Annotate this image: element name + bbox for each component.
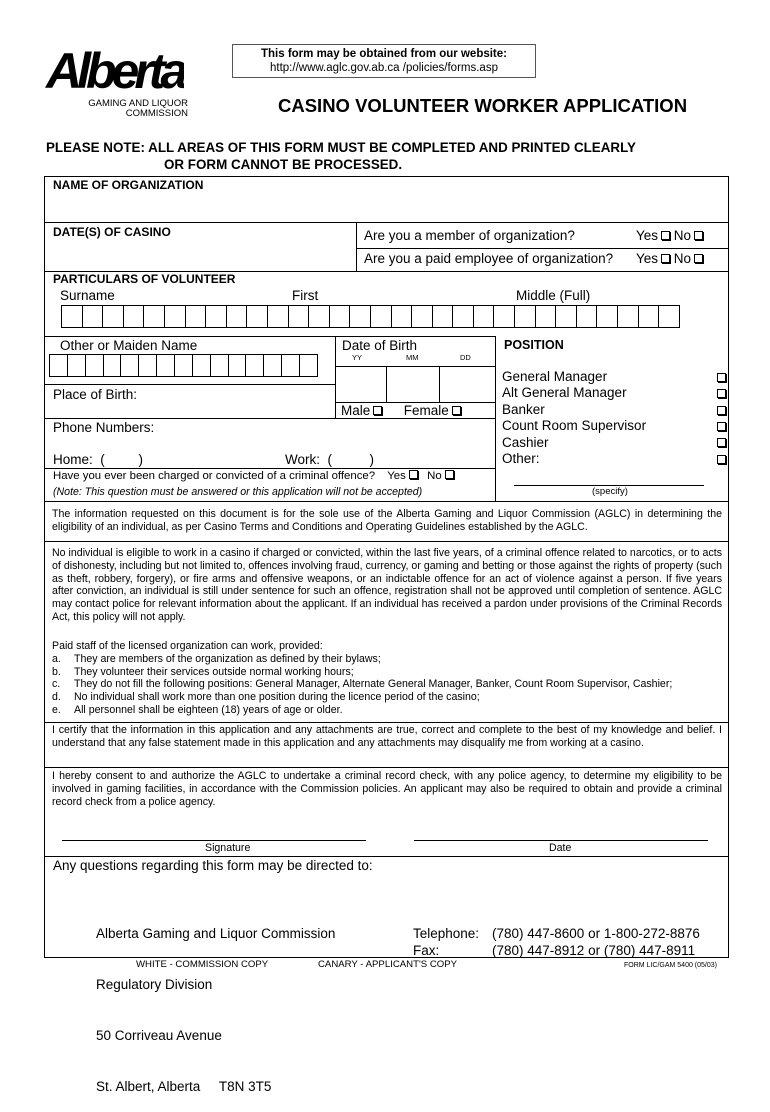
- fax-label: Fax:: [413, 943, 440, 958]
- list-marker: a.: [52, 652, 61, 665]
- letter-box[interactable]: [267, 305, 289, 328]
- employee-yes-checkbox[interactable]: [661, 254, 670, 263]
- letter-box[interactable]: [329, 305, 351, 328]
- letter-box[interactable]: [205, 305, 227, 328]
- logo-subtitle: [62, 99, 188, 119]
- paid-staff-intro: Paid staff of the licensed organization can work, provided:: [52, 640, 323, 652]
- list-text: No individual shall work more than one position during the licence period of the casino;: [74, 691, 480, 704]
- letter-box[interactable]: [514, 305, 536, 328]
- page-title: CASINO VOLUNTEER WORKER APPLICATION: [278, 95, 688, 116]
- list-text: All personnel shall be eighteen (18) years of age or older.: [74, 703, 343, 716]
- letter-box[interactable]: [370, 305, 392, 328]
- paid-staff-condition: [52, 691, 722, 704]
- position-option: [502, 369, 726, 385]
- letter-box[interactable]: [102, 305, 124, 328]
- employee-answer: [636, 251, 703, 266]
- paid-staff-condition: [52, 678, 722, 691]
- criminal-no-checkbox[interactable]: [445, 470, 454, 479]
- eligibility-text: No individual is eligible to work in a casino if charged or convicted, within the last five years, of a criminal offence related to narcotics, or to acts of dishonesty, including but not limited to, offences involving fraud, currency, or gaming and betting or those against the rights of property (such as theft, robbery, forgery), or fire arms and offensive weapons, or an indictable offence for an act of violence against a person. If five years after conviction, an individual is still under sentence for such an offence, registration shall not be approved until completion of sentence. AGLC may contact police for relevant information about the applicant. If an individual has received a pardon under provisions of the Criminal Records Act, this policy will not apply.: [52, 547, 722, 623]
- alberta-logo: [44, 40, 184, 100]
- letter-box[interactable]: [349, 305, 371, 328]
- letter-box[interactable]: [103, 354, 122, 377]
- letter-box[interactable]: [192, 354, 211, 377]
- dob-mm-label: MM: [406, 353, 419, 362]
- home-phone-field[interactable]: Home: ( ): [53, 452, 144, 467]
- dob-mm-field[interactable]: [386, 366, 439, 402]
- volunteer-section-label: PARTICULARS OF VOLUNTEER: [53, 272, 236, 286]
- male-checkbox[interactable]: [373, 406, 382, 415]
- fax-value: (780) 447-8912 or (780) 447-8911: [492, 943, 696, 958]
- contact-question: Any questions regarding this form may be directed to:: [53, 858, 373, 873]
- telephone-label: Telephone:: [413, 926, 480, 941]
- criminal-question: [53, 470, 454, 482]
- position-checkbox[interactable]: [717, 455, 726, 464]
- position-option: [502, 385, 726, 401]
- position-option: [502, 451, 726, 467]
- letter-box[interactable]: [493, 305, 515, 328]
- certify-text: I certify that the information in this application and any attachments are true, correct and complete to the best of my knowledge and belief. I understand that any false statement made in this application and any attachments may disqualify me from working at a casino.: [52, 724, 722, 749]
- contact-city: St. Albert, Alberta T8N 3T5: [96, 1079, 272, 1094]
- footer-white-copy: WHITE - COMMISSION COPY: [136, 959, 269, 970]
- female-label: Female: [403, 403, 449, 418]
- paid-staff-section: [52, 640, 722, 717]
- date-field[interactable]: [414, 815, 708, 840]
- gender-options: [341, 403, 461, 418]
- member-yes-checkbox[interactable]: [661, 231, 670, 240]
- letter-box[interactable]: [288, 305, 310, 328]
- letter-box[interactable]: [228, 354, 247, 377]
- employee-no-label: No: [673, 251, 692, 266]
- letter-box[interactable]: [432, 305, 454, 328]
- criminal-no-label: No: [427, 470, 442, 482]
- letter-box[interactable]: [156, 354, 175, 377]
- place-of-birth-label: Place of Birth:: [53, 387, 138, 402]
- letter-box[interactable]: [82, 305, 104, 328]
- letter-box[interactable]: [299, 354, 318, 377]
- position-option: [502, 435, 726, 451]
- notice-line-2: OR FORM CANNOT BE PROCESSED.: [164, 157, 403, 172]
- date-label: Date: [549, 842, 572, 854]
- letter-box[interactable]: [120, 354, 139, 377]
- letter-box[interactable]: [138, 354, 157, 377]
- info-text: The information requested on this document is for the sole use of the Alberta Gaming and Liquor Commission (AGLC) in determining the eligibility of an individual, as per Casino Terms and Conditions and Operating Guidelines established by the AGLC.: [52, 508, 722, 533]
- letter-box[interactable]: [535, 305, 557, 328]
- signature-label: Signature: [205, 842, 251, 854]
- contact-phone-labels: [413, 925, 479, 959]
- criminal-yes-label: Yes: [387, 470, 406, 482]
- letter-box[interactable]: [555, 305, 577, 328]
- contact-phone-values: [492, 925, 700, 959]
- employee-question: Are you a paid employee of organization?: [364, 251, 614, 266]
- signature-field[interactable]: [62, 815, 366, 840]
- other-name-label: Other or Maiden Name: [60, 338, 198, 353]
- contact-org: Alberta Gaming and Liquor Commission: [96, 926, 336, 941]
- letter-box[interactable]: [246, 305, 268, 328]
- member-question: Are you a member of organization?: [364, 228, 575, 243]
- letter-box[interactable]: [143, 305, 165, 328]
- list-text: They volunteer their services outside normal working hours;: [74, 665, 354, 678]
- list-marker: d.: [52, 691, 61, 704]
- letter-box[interactable]: [245, 354, 264, 377]
- letter-box[interactable]: [452, 305, 474, 328]
- criminal-note: (Note: This question must be answered or this application will not be accepted): [53, 486, 423, 498]
- dob-dd-label: DD: [460, 353, 471, 362]
- member-answer: [636, 228, 703, 243]
- position-checkbox[interactable]: [717, 438, 726, 447]
- male-label: Male: [341, 403, 371, 418]
- dob-yy-field[interactable]: [335, 366, 386, 402]
- logo-subtitle-line1: GAMING AND LIQUOR: [88, 98, 188, 109]
- letter-box[interactable]: [123, 305, 145, 328]
- telephone-value: (780) 447-8600 or 1-800-272-8876: [492, 926, 700, 941]
- work-phone-field[interactable]: Work: ( ): [285, 452, 375, 467]
- female-checkbox[interactable]: [452, 406, 461, 415]
- list-marker: b.: [52, 665, 61, 678]
- website-note: [232, 44, 536, 78]
- position-list: [502, 369, 726, 467]
- contact-street: 50 Corriveau Avenue: [96, 1028, 222, 1043]
- letter-box[interactable]: [596, 305, 618, 328]
- letter-box[interactable]: [658, 305, 680, 328]
- position-option-label: Other:: [502, 451, 540, 467]
- consent-text: I hereby consent to and authorize the AGLC to undertake a criminal record check, with any police agency, to determine my eligibility to be involved in gaming facilities, in accordance with the Commission policies. An applicant may also be required to obtain and provide a criminal record check from a police agency.: [52, 770, 722, 808]
- employee-yes-label: Yes: [636, 251, 659, 266]
- footer-form-number: FORM LIC/GAM 5400 (05/03): [624, 962, 717, 969]
- position-option-label: Count Room Supervisor: [502, 418, 647, 434]
- letter-box[interactable]: [281, 354, 300, 377]
- letter-box[interactable]: [391, 305, 413, 328]
- position-checkbox[interactable]: [717, 373, 726, 382]
- letter-box[interactable]: [164, 305, 186, 328]
- place-of-birth-field[interactable]: [150, 387, 330, 415]
- dob-label: Date of Birth: [342, 338, 418, 353]
- employee-no-checkbox[interactable]: [694, 254, 703, 263]
- list-text: They are members of the organization as defined by their bylaws;: [74, 652, 381, 665]
- position-checkbox[interactable]: [717, 406, 726, 415]
- contact-address: [96, 891, 335, 1112]
- contact-division: Regulatory Division: [96, 977, 213, 992]
- paid-staff-list: [52, 653, 722, 717]
- org-name-field[interactable]: [50, 194, 724, 220]
- dob-dd-field[interactable]: [439, 366, 495, 402]
- letter-box[interactable]: [210, 354, 229, 377]
- letter-box[interactable]: [411, 305, 433, 328]
- phone-numbers-label: Phone Numbers:: [53, 420, 155, 435]
- letter-box[interactable]: [185, 305, 207, 328]
- position-checkbox[interactable]: [717, 422, 726, 431]
- first-name-label: First: [292, 288, 319, 303]
- letter-box[interactable]: [49, 354, 68, 377]
- paid-staff-condition: [52, 653, 722, 666]
- surname-label: Surname: [60, 288, 115, 303]
- letter-box[interactable]: [473, 305, 495, 328]
- position-option-label: Alt General Manager: [502, 385, 627, 401]
- criminal-yes-checkbox[interactable]: [409, 470, 418, 479]
- letter-box[interactable]: [61, 305, 83, 328]
- letter-box[interactable]: [226, 305, 248, 328]
- letter-box[interactable]: [638, 305, 660, 328]
- letter-box[interactable]: [308, 305, 330, 328]
- website-note-heading: This form may be obtained from our website:: [260, 48, 507, 60]
- letter-box[interactable]: [174, 354, 193, 377]
- position-checkbox[interactable]: [717, 389, 726, 398]
- position-option: [502, 418, 726, 434]
- member-no-checkbox[interactable]: [694, 231, 703, 240]
- other-name-boxes[interactable]: [49, 354, 332, 377]
- criminal-question-text: Have you ever been charged or convicted of a criminal offence?: [53, 470, 376, 482]
- notice-line-1: PLEASE NOTE: ALL AREAS OF THIS FORM MUST BE COMPLETED AND PRINTED CLEARLY: [46, 140, 636, 155]
- middle-name-label: Middle (Full): [516, 288, 591, 303]
- footer-canary-copy: CANARY - APPLICANT'S COPY: [318, 959, 458, 970]
- letter-box[interactable]: [263, 354, 282, 377]
- casino-dates-field[interactable]: [50, 240, 350, 268]
- list-marker: c.: [52, 678, 61, 691]
- specify-label: (specify): [592, 486, 628, 497]
- position-option-label: General Manager: [502, 369, 608, 384]
- alberta-logo-mark: [44, 40, 184, 100]
- letter-box[interactable]: [67, 354, 86, 377]
- paid-staff-condition: [52, 704, 722, 717]
- letter-box[interactable]: [576, 305, 598, 328]
- website-url[interactable]: http://www.aglc.gov.ab.ca /policies/forms.asp: [270, 62, 498, 74]
- position-option-label: Banker: [502, 401, 545, 417]
- letter-box[interactable]: [85, 354, 104, 377]
- list-text: They do not fill the following positions: General Manager, Alternate General Manager, Banker, Count Room Supervisor, Cashier;: [74, 678, 673, 691]
- member-yes-label: Yes: [636, 228, 659, 243]
- list-marker: e.: [52, 703, 61, 716]
- paid-staff-condition: [52, 666, 722, 679]
- position-label: POSITION: [504, 338, 564, 352]
- position-option: [502, 402, 726, 418]
- full-name-boxes[interactable]: [61, 305, 709, 328]
- logo-wordmark: Alberta: [46, 43, 184, 99]
- logo-subtitle-line2: COMMISSION: [125, 108, 188, 119]
- org-name-label: NAME OF ORGANIZATION: [53, 178, 204, 192]
- member-no-label: No: [673, 228, 692, 243]
- casino-dates-label: DATE(S) OF CASINO: [53, 225, 171, 239]
- dob-yy-label: YY: [352, 353, 363, 362]
- position-option-label: Cashier: [502, 434, 549, 450]
- position-other-field[interactable]: [514, 468, 704, 484]
- letter-box[interactable]: [617, 305, 639, 328]
